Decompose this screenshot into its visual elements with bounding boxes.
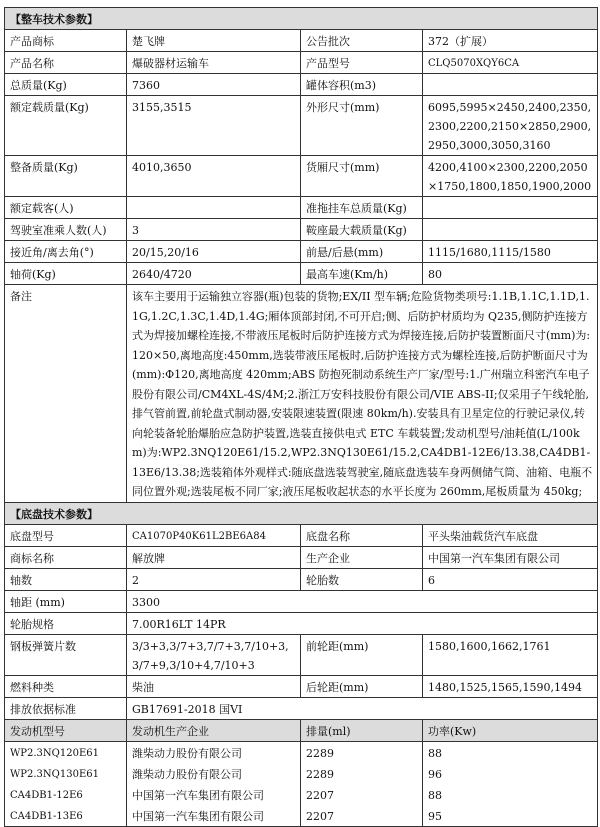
- field-label: 罐体容积(m3): [301, 74, 423, 96]
- engine-cell: 95: [423, 805, 598, 827]
- table-row: [5, 197, 598, 219]
- field-value: CA1070P40K61L2BE6A84: [127, 524, 301, 546]
- remarks-label: 备注: [5, 285, 127, 503]
- field-label: 生产企业: [301, 546, 423, 568]
- field-label: 排放依据标准: [5, 697, 127, 719]
- field-value: [423, 74, 598, 96]
- field-value: CLQ5070XQY6CA: [423, 52, 598, 74]
- field-value: 1580,1600,1662,1761: [423, 634, 598, 675]
- section-header-chassis: [5, 502, 598, 524]
- remarks-row: [5, 285, 598, 503]
- spec-table: [4, 7, 598, 827]
- field-label: 接近角/离去角(°): [5, 241, 127, 263]
- field-value: 4200,4100×2300,2200,2050×1750,1800,1850,1900,2000: [423, 156, 598, 197]
- engine-cell: 中国第一汽车集团有限公司: [127, 805, 301, 827]
- field-value: 6: [423, 568, 598, 590]
- table-row: [5, 241, 598, 263]
- table-row: [5, 675, 598, 697]
- field-label: 轴距 (mm): [5, 590, 127, 612]
- field-label: 外形尺寸(mm): [301, 96, 423, 156]
- table-row: [5, 263, 598, 285]
- field-label: 底盘名称: [301, 524, 423, 546]
- engine-cell: CA4DB1-13E6: [5, 805, 127, 827]
- table-row: [5, 30, 598, 52]
- engine-cell: WP2.3NQ120E61: [5, 741, 127, 763]
- table-row: [5, 524, 598, 546]
- field-value: 楚飞牌: [127, 30, 301, 52]
- field-label: 额定载质量(Kg): [5, 96, 127, 156]
- engine-cell: 潍柴动力股份有限公司: [127, 741, 301, 763]
- engine-cell: 96: [423, 763, 598, 784]
- field-value: [127, 197, 301, 219]
- engine-cell: WP2.3NQ130E61: [5, 763, 127, 784]
- field-label: 后轮距(mm): [301, 675, 423, 697]
- engine-cell: 2289: [301, 741, 423, 763]
- table-row: [5, 697, 598, 719]
- column-header: 排量(ml): [301, 719, 423, 741]
- field-value: GB17691-2018 国VI: [127, 697, 598, 719]
- field-value: 平头柴油载货汽车底盘: [423, 524, 598, 546]
- engine-row: [5, 805, 598, 827]
- table-row: [5, 96, 598, 156]
- engine-cell: 2289: [301, 763, 423, 784]
- table-row: [5, 156, 598, 197]
- column-header: 发动机生产企业: [127, 719, 301, 741]
- engine-cell: CA4DB1-12E6: [5, 784, 127, 805]
- field-value: 爆破器材运输车: [127, 52, 301, 74]
- engine-cell: 中国第一汽车集团有限公司: [127, 784, 301, 805]
- field-value: 6095,5995×2450,2400,2350,2300,2200,2150×2850,2900,2950,3000,3050,3160: [423, 96, 598, 156]
- field-label: 鞍座最大载质量(Kg): [301, 219, 423, 241]
- engine-row: [5, 784, 598, 805]
- table-row: [5, 590, 598, 612]
- field-value: 2: [127, 568, 301, 590]
- field-label: 货厢尺寸(mm): [301, 156, 423, 197]
- engine-cell: 88: [423, 784, 598, 805]
- engine-row: [5, 741, 598, 763]
- field-label: 轮胎规格: [5, 612, 127, 634]
- field-label: 轴荷(Kg): [5, 263, 127, 285]
- engine-row: [5, 763, 598, 784]
- field-label: 整备质量(Kg): [5, 156, 127, 197]
- field-label: 产品型号: [301, 52, 423, 74]
- field-label: 前轮距(mm): [301, 634, 423, 675]
- table-row: [5, 74, 598, 96]
- field-value: 3/3+3,3/7+3,7/7+3,7/10+3,3/7+9,3/10+4,7/10+3: [127, 634, 301, 675]
- column-header: 功率(Kw): [423, 719, 598, 741]
- field-value: [423, 197, 598, 219]
- field-value: 1115/1680,1115/1580: [423, 241, 598, 263]
- field-label: 总质量(Kg): [5, 74, 127, 96]
- field-value: 中国第一汽车集团有限公司: [423, 546, 598, 568]
- engine-cell: 潍柴动力股份有限公司: [127, 763, 301, 784]
- field-value: 7.00R16LT 14PR: [127, 612, 598, 634]
- field-label: 准拖挂车总质量(Kg): [301, 197, 423, 219]
- field-label: 轮胎数: [301, 568, 423, 590]
- field-label: 额定载客(人): [5, 197, 127, 219]
- engine-header-row: [5, 719, 598, 741]
- table-row: [5, 634, 598, 675]
- field-label: 商标名称: [5, 546, 127, 568]
- field-value: 20/15,20/16: [127, 241, 301, 263]
- field-label: 底盘型号: [5, 524, 127, 546]
- field-value: [423, 219, 598, 241]
- field-label: 最高车速(Km/h): [301, 263, 423, 285]
- field-value: 4010,3650: [127, 156, 301, 197]
- field-value: 372（扩展）: [423, 30, 598, 52]
- field-value: 1480,1525,1565,1590,1494: [423, 675, 598, 697]
- field-label: 公告批次: [301, 30, 423, 52]
- field-value: 柴油: [127, 675, 301, 697]
- field-value: 2640/4720: [127, 263, 301, 285]
- engine-cell: 2207: [301, 784, 423, 805]
- field-label: 燃料种类: [5, 675, 127, 697]
- section-title: 【整车技术参数】: [5, 8, 598, 30]
- table-row: [5, 52, 598, 74]
- table-row: [5, 612, 598, 634]
- field-value: 7360: [127, 74, 301, 96]
- engine-cell: 2207: [301, 805, 423, 827]
- section-header-vehicle: [5, 8, 598, 30]
- field-label: 产品商标: [5, 30, 127, 52]
- field-label: 轴数: [5, 568, 127, 590]
- field-label: 产品名称: [5, 52, 127, 74]
- table-row: [5, 568, 598, 590]
- field-label: 钢板弹簧片数: [5, 634, 127, 675]
- field-value: 3155,3515: [127, 96, 301, 156]
- section-title: 【底盘技术参数】: [5, 502, 598, 524]
- table-row: [5, 546, 598, 568]
- engine-cell: 88: [423, 741, 598, 763]
- field-value: 80: [423, 263, 598, 285]
- field-value: 3: [127, 219, 301, 241]
- field-value: 3300: [127, 590, 598, 612]
- table-row: [5, 219, 598, 241]
- field-value: 解放牌: [127, 546, 301, 568]
- field-label: 驾驶室准乘人数(人): [5, 219, 127, 241]
- field-label: 前悬/后悬(mm): [301, 241, 423, 263]
- column-header: 发动机型号: [5, 719, 127, 741]
- remarks-text: 该车主要用于运输独立容器(瓶)包装的货物;EX/II 型车辆;危险货物类项号:1.1B,1.1C,1.1D,1.1G,1.2C,1.3C,1.4D,1.4G;厢体顶部封闭,不可开启;侧、后防护材质均为 Q235,侧防护连接方式为焊接加螺栓连接,不带液压尾板时后防护连接方式为焊接连接,后防护装置断面尺寸(mm)为:120×50,离地高度:450mm,选装带液压尾板时,后防护连接方式为螺栓连接,后防护断面尺寸为(mm):Φ120,离地高度 420mm;ABS 防抱死制动系统生产厂家/型号:1.广州瑞立科密汽车电子股份有限公司/CM4XL-4S/4M;2.浙江万安科技股份有限公司/VIE ABS-II;仅采用子午线轮胎,排气管前置,前轮盘式制动器,安装限速装置(限速 80km/h).安装具有卫星定位的行驶记录仪,转向轮装备轮胎爆胎应急防护装置,选装直接供电式 ETC 车载装置;发动机型号/油耗值(L/100km)为:WP2.3NQ120E61/15.2,WP2.3NQ130E61/15.2,CA4DB1-12E6/13.38,CA4DB1-13E6/13.38;选装箱体外观样式:随底盘选装驾驶室,随底盘选装车身两侧储气筒、油箱、电瓶不同位置外观;选装尾板不同厂家;液压尾板收起状态的水平长度为 260mm,尾板质量为 450kg;: [127, 285, 598, 503]
